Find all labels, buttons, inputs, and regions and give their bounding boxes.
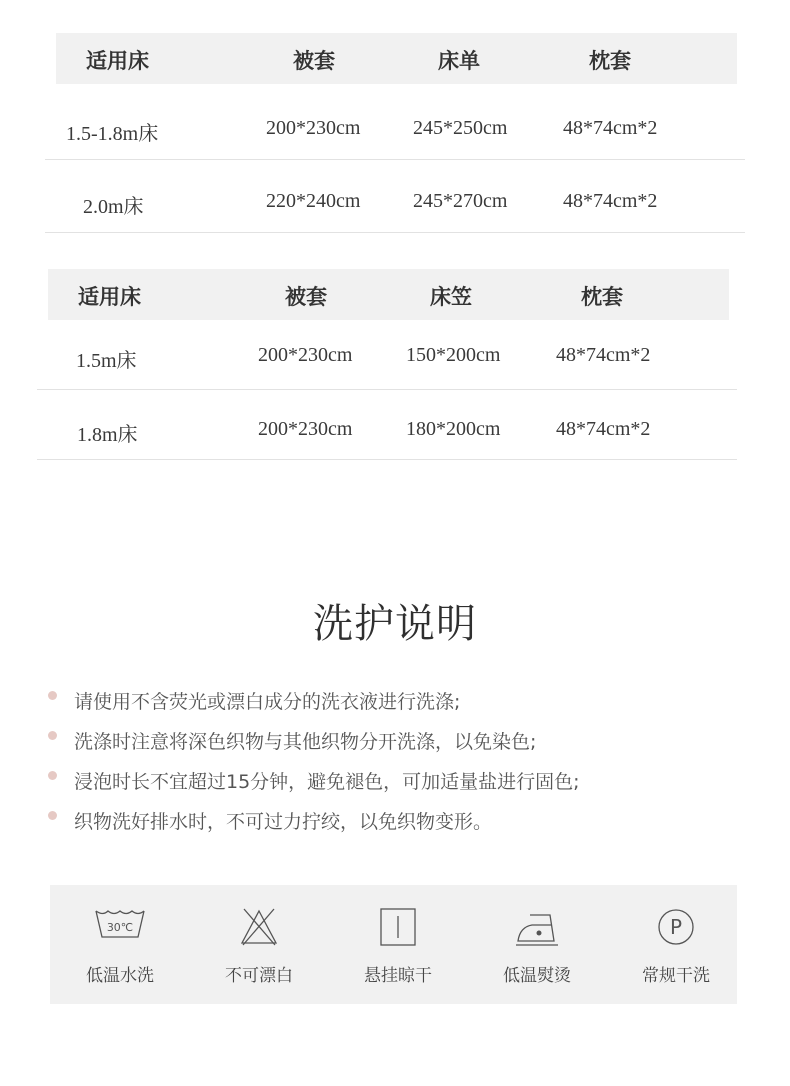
table1-r1-pillow: 48*74cm*2: [563, 190, 658, 212]
table2-r1-fitted: 180*200cm: [406, 418, 501, 440]
wash-30-icon: [94, 907, 146, 941]
bullet-dot: [48, 691, 57, 700]
iron-low-icon: [514, 907, 560, 947]
table2-r0-pillow: 48*74cm*2: [556, 344, 651, 366]
table1-r1-sheet: 245*270cm: [413, 190, 508, 212]
no-bleach-icon: [239, 907, 279, 947]
table2-r1-bed: 1.8m床: [77, 424, 138, 446]
table2-r0-duvet: 200*230cm: [258, 344, 353, 366]
table1-header-duvet: 被套: [293, 49, 335, 73]
care-tip-text: 织物洗好排水时，不可过力拧绞，以免织物变形。: [74, 811, 493, 833]
care-icon-item: [467, 885, 607, 1004]
table2-r1-pillow: 48*74cm*2: [556, 418, 651, 440]
row-divider: [37, 459, 737, 460]
table1-r0-pillow: 48*74cm*2: [563, 117, 658, 139]
care-icon-item: [606, 885, 746, 1004]
dry-clean-letter: P: [669, 915, 683, 939]
table1-header-pillow: 枕套: [589, 49, 631, 73]
care-title: 洗护说明: [313, 601, 477, 647]
line-dry-icon: [379, 907, 417, 947]
table2-r0-fitted: 150*200cm: [406, 344, 501, 366]
table1-r0-sheet: 245*250cm: [413, 117, 508, 139]
table1-header-bed: 适用床: [86, 49, 149, 73]
row-divider: [45, 159, 745, 160]
table2-r0-bed: 1.5m床: [76, 350, 137, 372]
table1-r1-duvet: 220*240cm: [266, 190, 361, 212]
table2-header-pillow: 枕套: [581, 285, 623, 309]
table1-header: [56, 33, 737, 84]
table1-r0-duvet: 200*230cm: [266, 117, 361, 139]
care-icon-label: 悬挂晾干: [364, 966, 432, 986]
care-icons-panel: [50, 885, 737, 1004]
care-tip-text: 浸泡时长不宜超过15分钟，避免褪色，可加适量盐进行固色;: [74, 771, 580, 793]
care-icon-item: [328, 885, 468, 1004]
wash-temp: 30℃: [106, 921, 134, 934]
care-tip-text: 请使用不含荧光或漂白成分的洗衣液进行洗涤;: [74, 691, 461, 713]
care-icon-label: 低温熨烫: [503, 966, 571, 986]
care-tip-text: 洗涤时注意将深色织物与其他织物分开洗涤，以免染色;: [74, 731, 537, 753]
row-divider: [37, 389, 737, 390]
bullet-dot: [48, 811, 57, 820]
care-icon-item: [50, 885, 190, 1004]
table2-header-fitted: 床笠: [430, 285, 472, 309]
dry-clean-p-icon: [656, 907, 696, 947]
table2-header: [48, 269, 729, 320]
table1-r0-bed: 1.5-1.8m床: [66, 123, 159, 145]
care-icon-item: [189, 885, 329, 1004]
care-icon-label: 常规干洗: [642, 966, 710, 986]
table1-r1-bed: 2.0m床: [83, 196, 144, 218]
table1-header-sheet: 床单: [438, 49, 480, 73]
table2-r1-duvet: 200*230cm: [258, 418, 353, 440]
care-icon-label: 不可漂白: [225, 966, 293, 986]
bullet-dot: [48, 771, 57, 780]
bullet-dot: [48, 731, 57, 740]
table2-header-duvet: 被套: [285, 285, 327, 309]
row-divider: [45, 232, 745, 233]
care-icon-label: 低温水洗: [86, 966, 154, 986]
table2-header-bed: 适用床: [78, 285, 141, 309]
